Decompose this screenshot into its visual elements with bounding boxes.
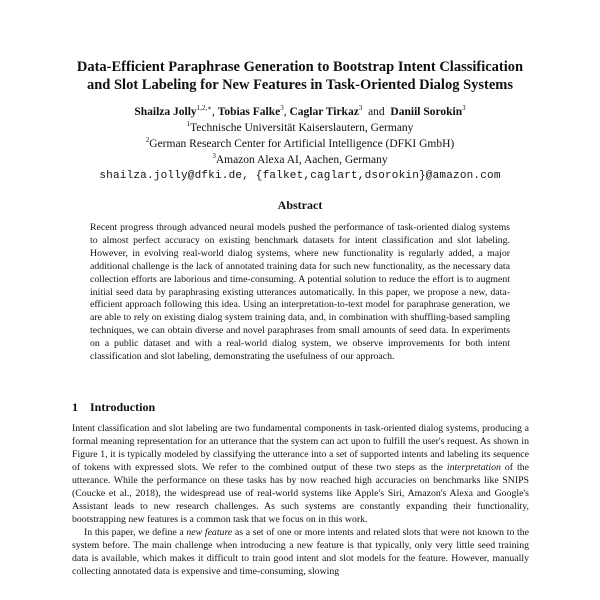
author-name: Daniil Sorokin [390,106,463,118]
author-conjunction: and [368,106,385,118]
author-affiliation-mark: 1,2,∗ [196,104,212,113]
author-affiliation-mark: 3 [280,104,284,113]
paper-title [70,58,530,94]
affiliation-line [60,120,540,136]
paragraph-text: Intent classification and slot labeling are two fundamental components in task-oriented dialog systems, producing a formal meaning representation for an utterance that the system can act upon to fulfill the user's request. As shown in Figure 1, it is typically modeled by classifying the utterance into a set of supported intents and labeling its sequence of tokens with expressed slots. We refer to the combined output of these two steps as the [72,423,529,473]
title-line-1: Data-Efficient Paraphrase Generation to Bootstrap Intent Classification [76,59,524,75]
section-title: Introduction [90,400,156,414]
affiliation-line [60,136,540,152]
author-name: Shailza Jolly [134,106,197,118]
affiliation-mark: 2 [145,136,150,145]
emphasis-term: new feature [186,527,233,538]
author-names: Shailza Jolly$^{1,2,∗}$, Tobias Falke$^3$, Caglar Tirkaz$^3$ and Daniil Sorokin$^3$ [134,104,466,118]
paragraph-text: of the utterance. While the performance on these tasks has by now reached high accuracies on benchmarks like SNIPS (Coucke et al., 2018), the widespread use of real-world systems like Apple's Siri, Amazon's Alexa and Google's Assistant leads to new research challenges. As such systems are constantly expanding their functionality, bootstrapping new features is a common task that we focus on in this work. [72,462,529,525]
introduction-body [72,422,529,578]
paragraph [72,526,529,578]
author-name: Tobias Falke [217,106,281,118]
title-line-2: and Slot Labeling for New Features in Task-Oriented Dialog Systems [86,77,514,93]
author-affiliation-mark: 3 [358,104,363,113]
section-number: 1 [72,400,78,414]
emphasis-term: interpretation [446,462,501,473]
affiliation-text: Amazon Alexa AI, Aachen, Germany [215,154,388,166]
author-name: Caglar Tirkaz [289,106,359,118]
abstract-heading: Abstract [277,198,323,212]
affiliation-line [60,152,540,168]
abstract-text: Recent progress through advanced neural models pushed the performance of task-oriented dialog systems to almost perfect accuracy on existing benchmark datasets for intent classification and slot labeling. However, in evolving real-world dialog systems, where new functionality is regularly added, a major additional challenge is the lack of annotated training data for such new functionality, as the necessary data collection efforts are laborious and time-consuming. A potential solution to reduce the effort is to augment initial seed data by paraphrasing existing utterances automatically. In this paper, we propose a new, data-efficient approach following this idea. Using an interpretation-to-text model for paraphrase generation, we are able to rely on existing dialog system training data, and, in combination with shuffling-based sampling techniques, we can obtain diverse and novel paraphrases from small amounts of seed data. In experiments on a public dataset and with a real-world dialog system, we observe improvements for both intent classification and slot labeling, demonstrating the usefulness of our approach. [90,222,510,363]
affiliation-text: German Research Center for Artificial Intelligence (DFKI GmbH) [149,138,455,150]
paragraph-text: as a set of one or more intents and related slots that were not known to the system before. The main challenge when introducing a new feature is that typically, only very little seed training data is available, which makes it difficult to train good intent and slot models for the feature. However, manually collecting annotated data is expensive and time-consuming, slowing [72,527,530,577]
author-block [60,104,540,184]
affiliation-mark: 3 [212,152,216,161]
paragraph [72,422,529,526]
affiliation-mark: 1 [186,120,191,129]
paragraph-text: In this paper, we define a [84,527,187,538]
author-emails: shailza.jolly@dfki.de, {falket,caglart,dsorokin}@amazon.com [99,170,501,182]
section-heading [72,400,155,415]
author-affiliation-mark: 3 [462,104,466,113]
affiliation-text: Technische Universität Kaiserslautern, Germany [190,122,414,134]
